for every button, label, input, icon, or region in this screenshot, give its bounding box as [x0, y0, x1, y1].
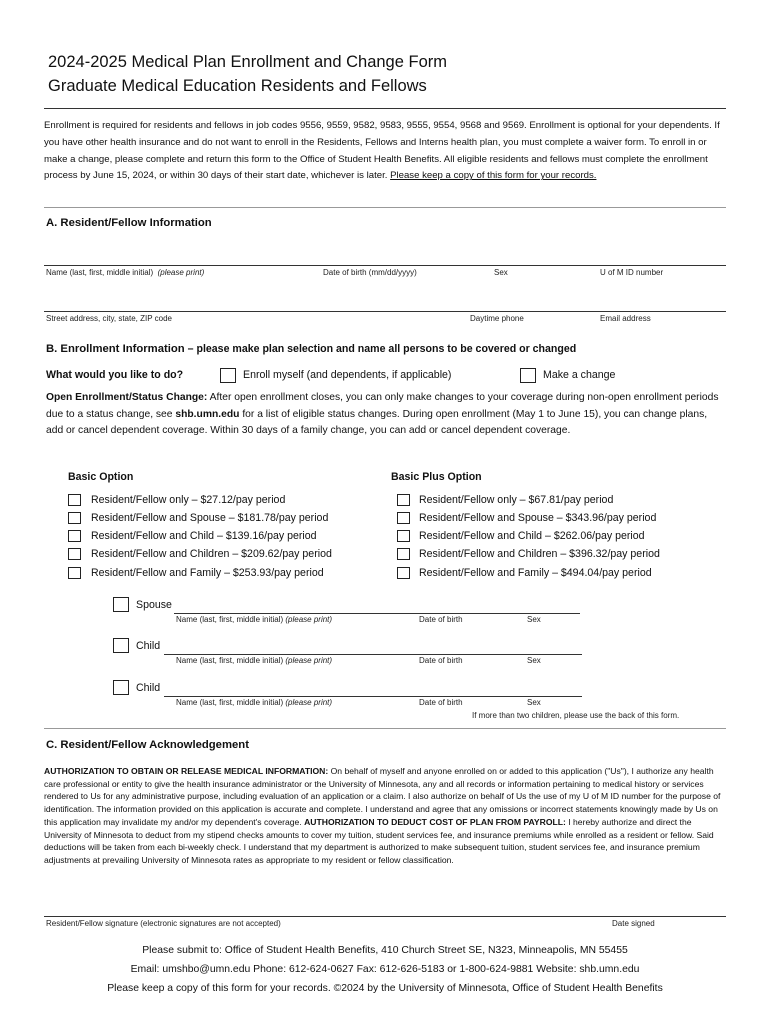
basic-option-label: Resident/Fellow and Children – $209.62/pay period	[91, 548, 332, 560]
dob-label: Date of birth (mm/dd/yyyy)	[323, 268, 417, 277]
footer-copyright: Please keep a copy of this form for your records. ©2024 by the University of Minnesota, Office of Student Health Benefits	[107, 983, 663, 994]
child1-checkbox[interactable]	[113, 638, 129, 653]
basic-children-checkbox[interactable]	[68, 548, 81, 560]
authorization-paragraph: AUTHORIZATION TO OBTAIN OR RELEASE MEDICAL INFORMATION: On behalf of myself and anyone enrolled on or added to this application ("Us"), I authorize any health care professional or entity to give the health insurance administrator or the University of Minnesota, any and all records or information pertaining to medical history or services rendered to Us for any administrative purpose, including evaluation of an application or a claim. I also authorize on behalf of Us the use of my U of M ID number for the purpose of identification. The information provided on this application is accurate and complete. I understand and agree that any omissions or incorrect statements knowingly made by Us on this application may invalidate my and/or my dependent's coverage. AUTHORIZATION TO DEDUCT COST OF PLAN FROM PAYROLL: I hereby authorize and direct the University of Minnesota to deduct from my stipend checks amounts to cover my tuition, student services fee, and insurance premiums while enrolled as a resident or fellow. Said deductions will be taken from each bi-weekly check. I understand that my department is authorized to make subsequent tuition, student services fee, and insurance premium adjustments at prevailing University of Minnesota rates as appropriate to my resident or fellow classification.	[44, 766, 721, 865]
change-checkbox[interactable]	[520, 368, 536, 383]
plus-option-label: Resident/Fellow only – $67.81/pay period	[419, 494, 614, 506]
phone-input[interactable]	[468, 294, 596, 312]
date-signed-input[interactable]	[610, 899, 727, 917]
footer-contact: Email: umshbo@umn.edu Phone: 612-624-0627 Fax: 612-626-5183 or 1-800-624-9881 Website: shb.umn.edu	[130, 964, 640, 975]
spouse-name-label: Name (last, first, middle initial) (please print)	[176, 615, 333, 624]
open-enrollment-paragraph: Open Enrollment/Status Change: After open enrollment closes, you can only make changes to your coverage during non-open enrollment periods due to a status change, see shb.umn.edu for a list of eligible status changes. During open enrollment (May 1 to June 15), you can change plans, add or cancel dependent coverage. Within 30 days of a family change, you can add or cancel dependent coverage.	[46, 392, 719, 437]
child1-name-label: Name (last, first, middle initial) (please print)	[176, 656, 333, 665]
signature-label: Resident/Fellow signature (electronic signatures are not accepted)	[46, 919, 281, 928]
child2-dob-label: Date of birth	[419, 698, 463, 707]
question-label: What would you like to do?	[46, 369, 184, 381]
plus-child-checkbox[interactable]	[397, 530, 410, 542]
address-input[interactable]	[44, 294, 463, 312]
intro-paragraph: Enrollment is required for residents and fellows in job codes 9556, 9559, 9582, 9583, 9555, 9554, 9568 and 9569. Enrollment is optional for your dependents. If you have other health insurance and do not want to enroll in the Residents, Fellows and Interns health plan, you must complete a waiver form. To enroll in or make a change, please complete and return this form to the Office of Student Health Benefits. All eligible residents and fellows must complete the enrollment process by June 15, 2024, or within 30 days of their start date, whichever is later. Please keep a copy of this form for your records.	[44, 120, 720, 182]
basic-spouse-checkbox[interactable]	[68, 512, 81, 524]
signature-line	[44, 916, 726, 917]
section-c-divider	[44, 728, 726, 729]
basic-plus-option-title: Basic Plus Option	[391, 471, 482, 483]
child1-label: Child	[136, 640, 161, 652]
spouse-label: Spouse	[136, 599, 172, 611]
child1-sex-label: Sex	[527, 656, 541, 665]
spouse-input[interactable]	[174, 597, 580, 614]
child2-sex-label: Sex	[527, 698, 541, 707]
basic-option-label: Resident/Fellow and Spouse – $181.78/pay period	[91, 512, 329, 524]
name-input[interactable]	[44, 248, 318, 266]
spouse-checkbox[interactable]	[113, 597, 129, 612]
child2-name-label: Name (last, first, middle initial) (please print)	[176, 698, 333, 707]
basic-child-checkbox[interactable]	[68, 530, 81, 542]
name-label: Name (last, first, middle initial) (please print)	[46, 268, 205, 277]
basic-family-checkbox[interactable]	[68, 567, 81, 579]
section-c-heading: C. Resident/Fellow Acknowledgement	[46, 739, 249, 751]
section-b-heading: B. Enrollment Information – please make plan selection and name all persons to be covered or changed	[46, 343, 577, 355]
phone-label: Daytime phone	[470, 314, 524, 323]
plus-option-label: Resident/Fellow and Family – $494.04/pay period	[419, 567, 652, 579]
plus-option-label: Resident/Fellow and Children – $396.32/pay period	[419, 548, 660, 560]
more-children-note: If more than two children, please use the back of this form.	[472, 711, 680, 720]
signature-input[interactable]	[44, 899, 608, 917]
plus-option-label: Resident/Fellow and Child – $262.06/pay period	[419, 530, 645, 542]
intro-divider	[44, 207, 726, 208]
plus-children-checkbox[interactable]	[397, 548, 410, 560]
plus-family-checkbox[interactable]	[397, 567, 410, 579]
form-subtitle: Graduate Medical Education Residents and Fellows	[48, 77, 427, 95]
email-input[interactable]	[598, 294, 727, 312]
umid-input[interactable]	[599, 248, 727, 266]
basic-option-label: Resident/Fellow and Family – $253.93/pay period	[91, 567, 324, 579]
plus-only-checkbox[interactable]	[397, 494, 410, 506]
child1-dob-label: Date of birth	[419, 656, 463, 665]
address-label: Street address, city, state, ZIP code	[46, 314, 172, 323]
basic-option-label: Resident/Fellow only – $27.12/pay period	[91, 494, 286, 506]
sex-input[interactable]	[493, 248, 597, 266]
date-signed-label: Date signed	[612, 919, 655, 928]
dob-input[interactable]	[322, 248, 486, 266]
child2-input[interactable]	[164, 680, 582, 697]
enroll-checkbox[interactable]	[220, 368, 236, 383]
child2-label: Child	[136, 682, 161, 694]
plus-option-label: Resident/Fellow and Spouse – $343.96/pay period	[419, 512, 657, 524]
basic-only-checkbox[interactable]	[68, 494, 81, 506]
section-a-heading: A. Resident/Fellow Information	[46, 217, 212, 229]
basic-option-title: Basic Option	[68, 471, 134, 483]
spouse-sex-label: Sex	[527, 615, 541, 624]
basic-option-label: Resident/Fellow and Child – $139.16/pay period	[91, 530, 317, 542]
keep-copy-note: Please keep a copy of this form for your records.	[390, 170, 597, 182]
form-title: 2024-2025 Medical Plan Enrollment and Change Form	[48, 53, 447, 71]
title-divider	[44, 108, 726, 109]
spouse-dob-label: Date of birth	[419, 615, 463, 624]
footer-submit: Please submit to: Office of Student Health Benefits, 410 Church Street SE, N323, Minneapolis, MN 55455	[142, 945, 628, 956]
umid-label: U of M ID number	[600, 268, 664, 277]
child1-input[interactable]	[164, 638, 582, 655]
plus-spouse-checkbox[interactable]	[397, 512, 410, 524]
email-label: Email address	[600, 314, 651, 323]
sex-label: Sex	[494, 268, 508, 277]
change-label: Make a change	[543, 369, 616, 381]
enroll-label: Enroll myself (and dependents, if applicable)	[243, 369, 452, 381]
child2-checkbox[interactable]	[113, 680, 129, 695]
